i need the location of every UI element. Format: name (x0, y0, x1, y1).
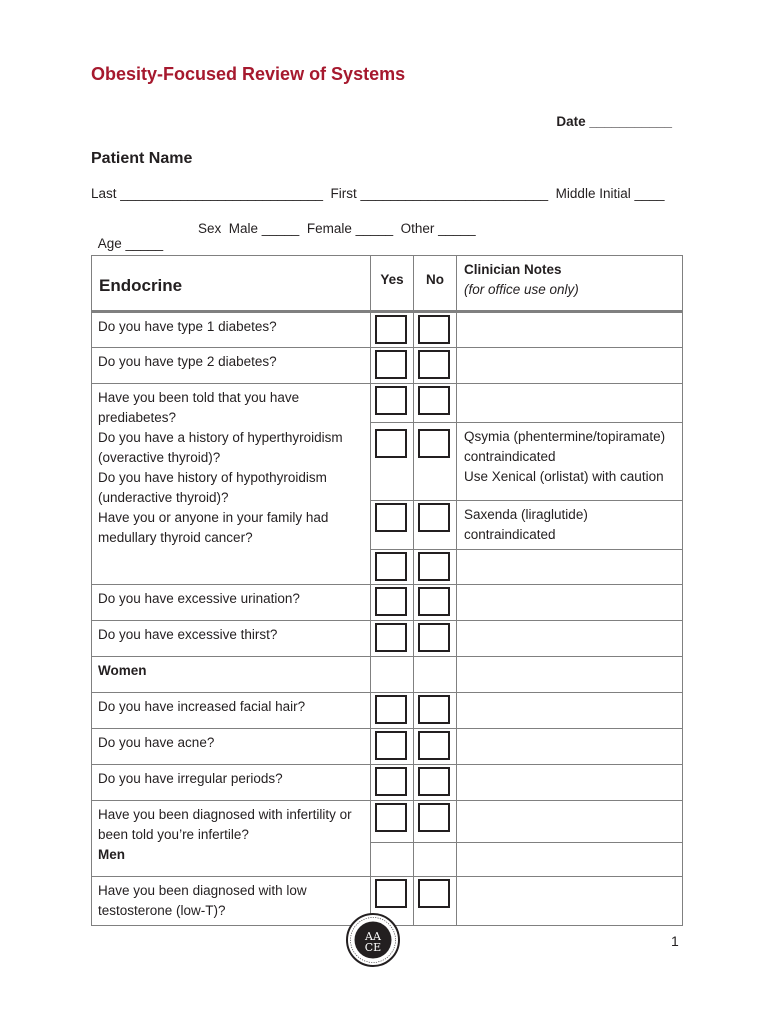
no-checkbox[interactable] (418, 623, 450, 652)
yes-cell (371, 501, 414, 550)
yes-checkbox[interactable] (375, 429, 407, 458)
yes-checkbox[interactable] (375, 552, 407, 581)
table-row (92, 693, 683, 729)
table-row (92, 312, 683, 348)
yes-header-cell (371, 256, 414, 312)
yes-cell (371, 585, 414, 621)
yes-checkbox[interactable] (375, 315, 407, 344)
yes-checkbox[interactable] (375, 731, 407, 760)
no-cell (414, 585, 457, 621)
notes-cell (457, 423, 683, 501)
notes-header-cell (457, 256, 683, 312)
no-cell (414, 765, 457, 801)
yes-cell (371, 348, 414, 384)
empty-cell (414, 843, 457, 877)
question-cell: Do you have acne? (92, 729, 371, 765)
no-cell (414, 348, 457, 384)
yes-cell (371, 693, 414, 729)
patient-name-heading: Patient Name (91, 150, 193, 167)
no-cell (414, 877, 457, 926)
age-field[interactable]: Age _____ (97, 236, 164, 251)
table-row (92, 801, 683, 843)
endocrine-table (91, 255, 683, 926)
question-text: Do you have a history of hyperthyroidism (overactive thyroid)? (98, 430, 343, 465)
question-cell: Have you been diagnosed with low testosterone (low-T)? (92, 877, 371, 926)
no-checkbox[interactable] (418, 552, 450, 581)
notes-cell (457, 550, 683, 585)
table-row (92, 729, 683, 765)
yes-cell (371, 312, 414, 348)
note-qsymia: Qsymia (phentermine/topiramate) contraindicated (464, 429, 666, 464)
question-text: Have you been diagnosed with infertility or been told you’re infertile? (98, 807, 352, 842)
notes-cell (457, 621, 683, 657)
question-text: Do you have history of hypothyroidism (underactive thyroid)? (98, 470, 327, 505)
question-cell: Do you have excessive urination? (92, 585, 371, 621)
notes-cell (457, 585, 683, 621)
yes-checkbox[interactable] (375, 803, 407, 832)
no-cell (414, 501, 457, 550)
yes-checkbox[interactable] (375, 587, 407, 616)
section-row-women (92, 657, 683, 693)
women-label: Women (92, 657, 371, 693)
notes-cell (457, 801, 683, 843)
notes-cell (457, 843, 683, 877)
section-title-cell (92, 256, 371, 312)
date-field[interactable]: Date ___________ (556, 114, 672, 129)
aace-logo (345, 912, 401, 968)
name-fields[interactable]: Last ___________________________ First _________________________ Middle Initial ____ (91, 186, 665, 201)
notes-header-title: Clinician Notes (464, 262, 562, 277)
notes-cell (457, 384, 683, 423)
no-checkbox[interactable] (418, 587, 450, 616)
notes-cell (457, 877, 683, 926)
yes-cell (371, 423, 414, 501)
no-checkbox[interactable] (418, 731, 450, 760)
no-checkbox[interactable] (418, 767, 450, 796)
yes-cell (371, 621, 414, 657)
no-cell (414, 423, 457, 501)
no-checkbox[interactable] (418, 503, 450, 532)
no-checkbox[interactable] (418, 350, 450, 379)
notes-cell (457, 765, 683, 801)
question-text: Have you been told that you have prediabetes? (98, 390, 300, 425)
question-cell: Do you have irregular periods? (92, 765, 371, 801)
yes-header: Yes (380, 272, 404, 287)
notes-cell (457, 657, 683, 693)
page-number: 1 (671, 933, 679, 949)
notes-cell (457, 729, 683, 765)
note-xenical: Use Xenical (orlistat) with caution (464, 469, 664, 484)
table-row (92, 585, 683, 621)
table-header-row (92, 256, 683, 312)
men-label: Men (98, 847, 125, 862)
no-cell (414, 729, 457, 765)
no-checkbox[interactable] (418, 315, 450, 344)
question-cell-group (92, 384, 371, 585)
section-title: Endocrine (99, 276, 183, 295)
no-header-cell (414, 256, 457, 312)
no-cell (414, 550, 457, 585)
notes-cell (457, 693, 683, 729)
yes-checkbox[interactable] (375, 695, 407, 724)
no-checkbox[interactable] (418, 386, 450, 415)
no-header: No (426, 272, 444, 287)
notes-cell (457, 348, 683, 384)
no-checkbox[interactable] (418, 695, 450, 724)
no-cell (414, 621, 457, 657)
table-row (92, 621, 683, 657)
yes-checkbox[interactable] (375, 350, 407, 379)
yes-cell (371, 729, 414, 765)
yes-checkbox[interactable] (375, 879, 407, 908)
empty-cell (371, 843, 414, 877)
no-cell (414, 312, 457, 348)
empty-cell (414, 657, 457, 693)
question-text: Have you or anyone in your family had medullary thyroid cancer? (98, 510, 329, 545)
notes-header-subtitle: (for office use only) (464, 282, 579, 297)
question-cell-group (92, 801, 371, 877)
logo-text-bottom: CE (364, 941, 382, 954)
yes-cell (371, 801, 414, 843)
empty-cell (371, 657, 414, 693)
sex-field[interactable]: Sex Male _____ Female _____ Other _____ (198, 221, 476, 236)
question-cell: Do you have type 2 diabetes? (92, 348, 371, 384)
yes-cell (371, 384, 414, 423)
no-cell (414, 693, 457, 729)
no-cell (414, 384, 457, 423)
no-checkbox[interactable] (418, 803, 450, 832)
question-cell: Do you have excessive thirst? (92, 621, 371, 657)
document-title: Obesity-Focused Review of Systems (91, 64, 406, 84)
yes-checkbox[interactable] (375, 386, 407, 415)
question-cell: Do you have increased facial hair? (92, 693, 371, 729)
no-checkbox[interactable] (418, 429, 450, 458)
yes-checkbox[interactable] (375, 503, 407, 532)
notes-cell: Saxenda (liraglutide) contraindicated (457, 501, 683, 550)
table-row (92, 348, 683, 384)
table-row (92, 765, 683, 801)
yes-cell (371, 550, 414, 585)
no-cell (414, 801, 457, 843)
notes-cell (457, 312, 683, 348)
logo-text-top: AA (365, 930, 381, 943)
question-cell: Do you have type 1 diabetes? (92, 312, 371, 348)
yes-cell (371, 765, 414, 801)
table-row (92, 384, 683, 423)
yes-checkbox[interactable] (375, 767, 407, 796)
yes-checkbox[interactable] (375, 623, 407, 652)
no-checkbox[interactable] (418, 879, 450, 908)
